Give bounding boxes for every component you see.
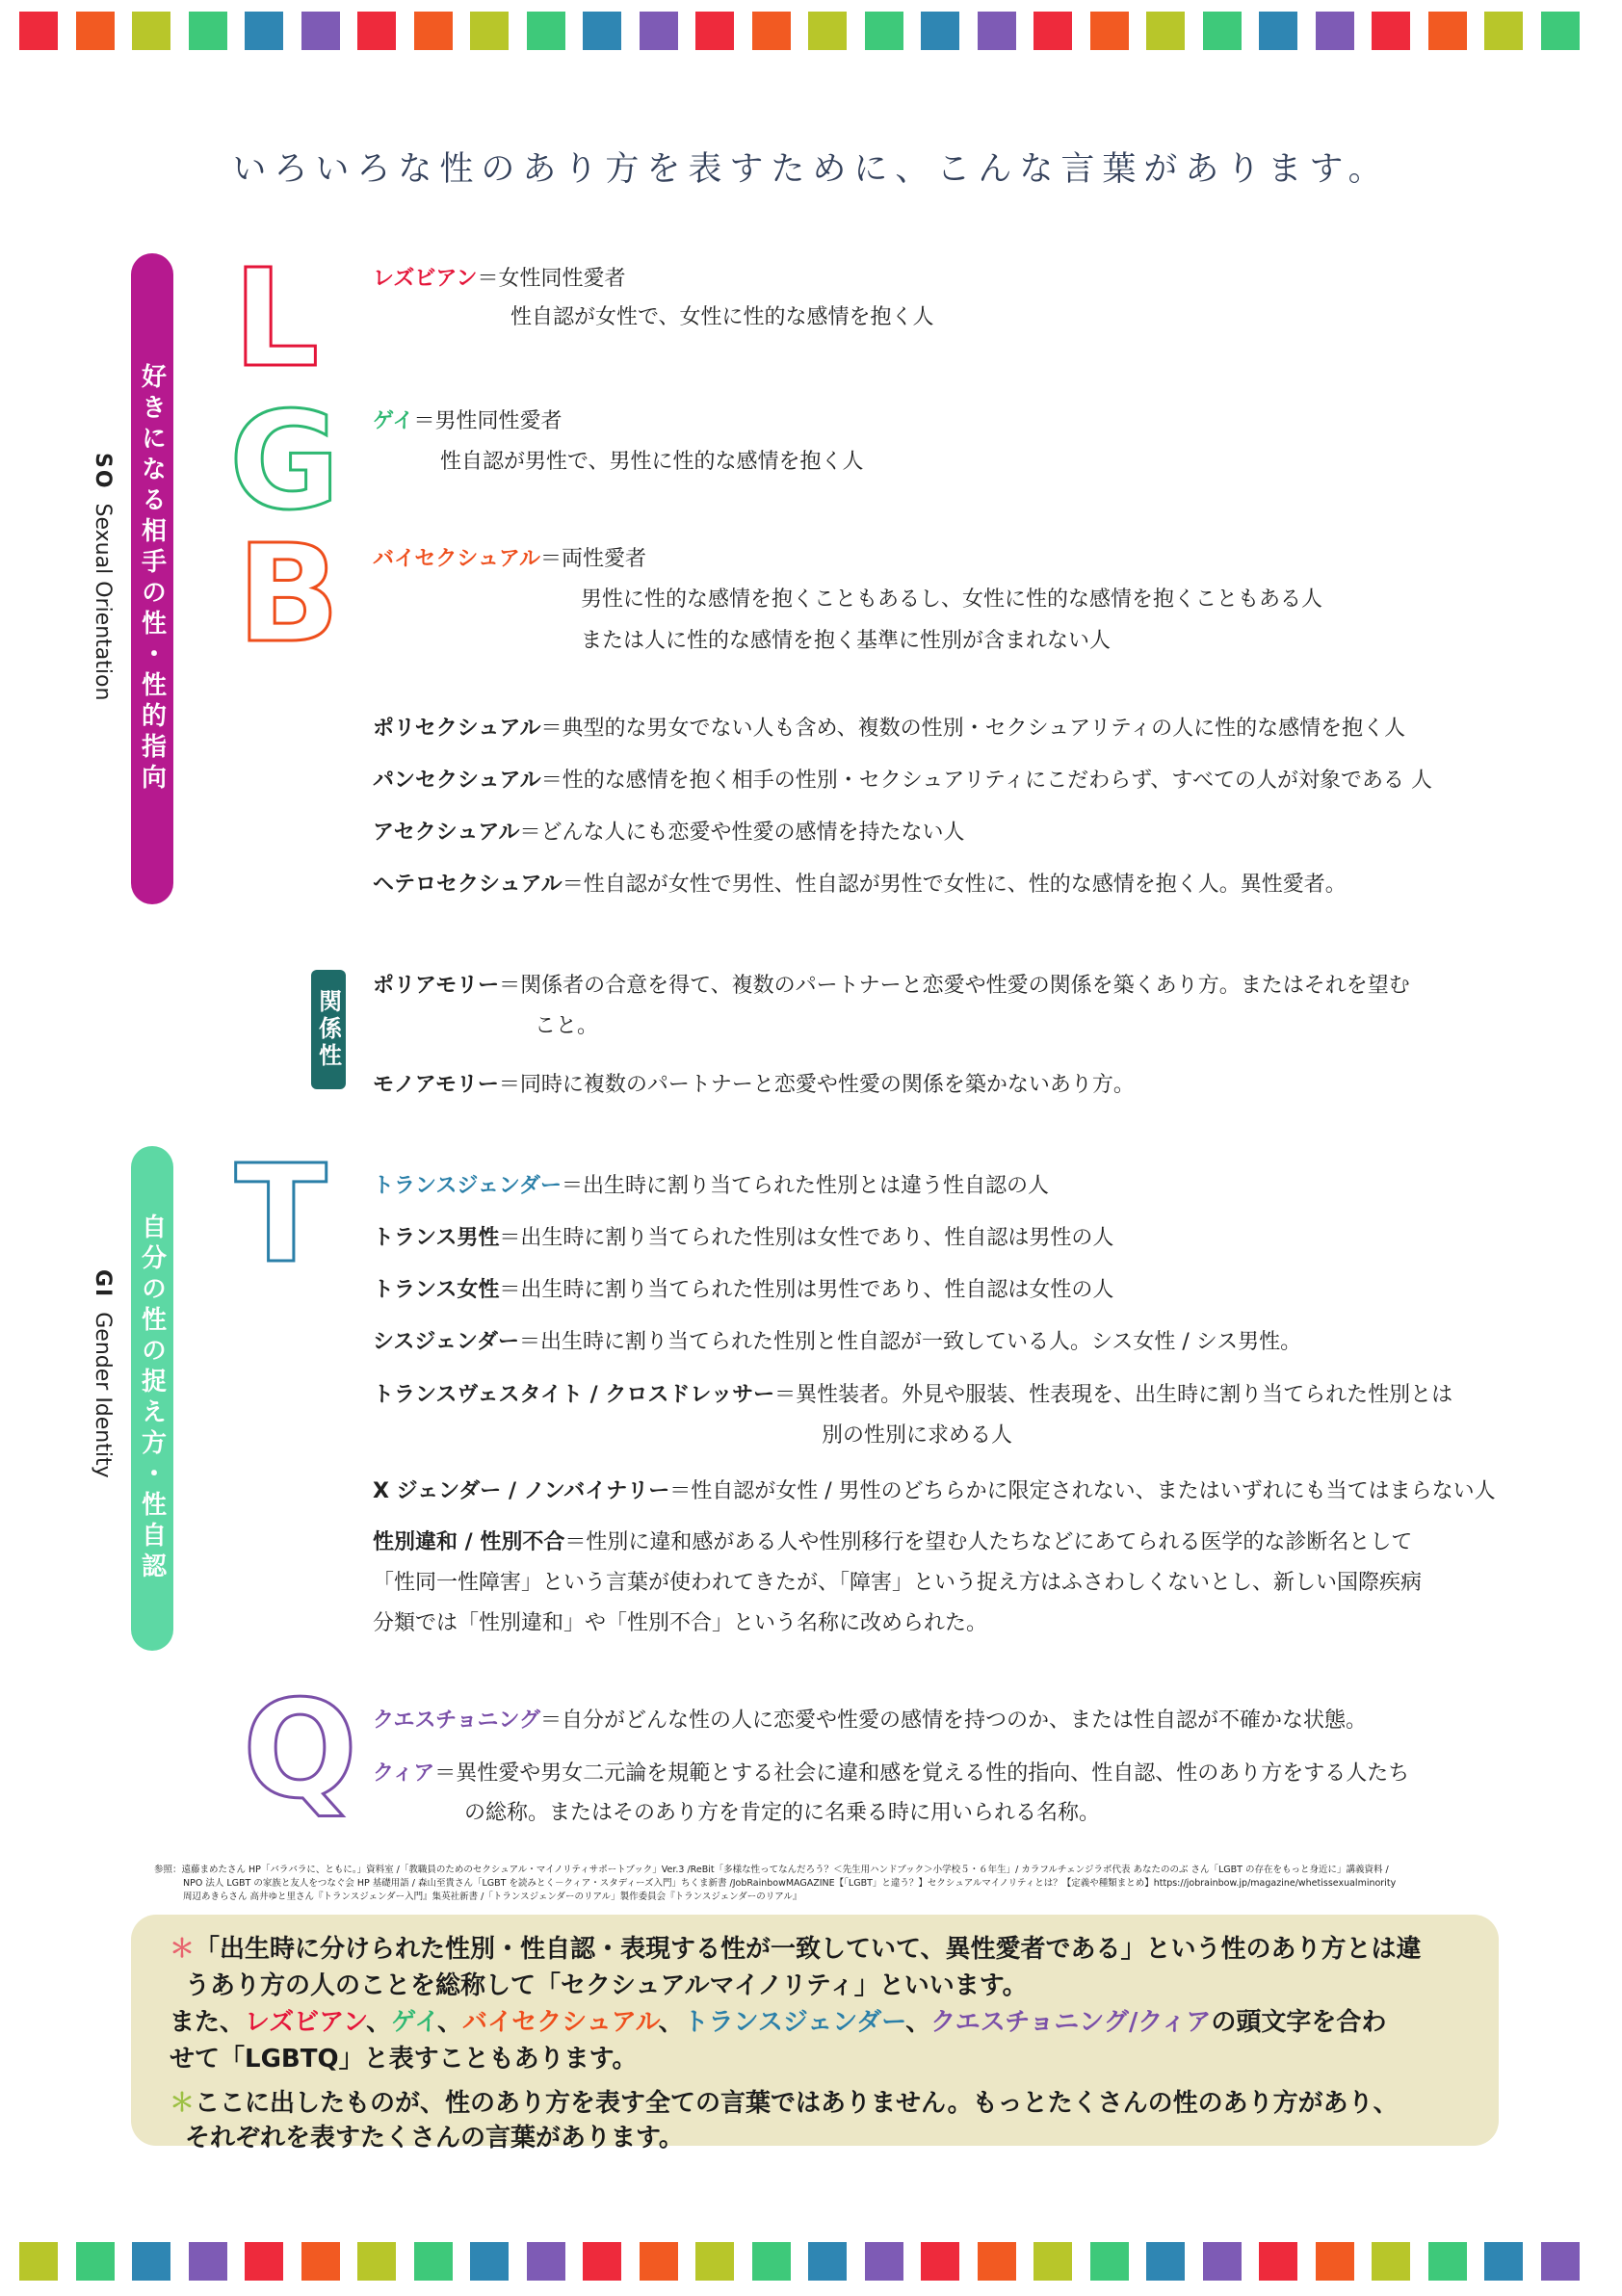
transgender-entry	[373, 1170, 1049, 1202]
rainbow-square	[978, 2242, 1016, 2281]
polyamory-def1: ＝関係者の合意を得て、複数のパートナーと恋愛や性愛の関係を築くあり方。またはそれを望む	[499, 974, 1410, 998]
rainbow-square	[1372, 2242, 1410, 2281]
transvestite-def2: 別の性別に求める人	[822, 1423, 1013, 1448]
rainbow-square	[695, 2242, 734, 2281]
note-sep2: 、	[436, 2008, 462, 2037]
xgender-def: ＝性自認が女性 / 男性のどちらかに限定されない、またはいずれにも当てはまらない人	[669, 1479, 1496, 1503]
trans-woman-term: トランス女性	[373, 1278, 500, 1302]
rainbow-square	[1203, 2242, 1242, 2281]
transvestite-def1: ＝異性装者。外見や服装、性表現を、出生時に割り当てられた性別とは	[774, 1383, 1453, 1407]
rainbow-square	[470, 2242, 509, 2281]
trans-man-def: ＝出生時に割り当てられた性別は女性であり、性自認は男性の人	[499, 1226, 1114, 1250]
lesbian-term: レズビアン	[373, 267, 478, 291]
transgender-def: ＝出生時に割り当てられた性別とは違う性自認の人	[562, 1174, 1050, 1198]
rainbow-square	[921, 12, 959, 50]
note-star-icon: ＊	[170, 1935, 196, 1964]
relation-badge: 関係性	[311, 970, 346, 1089]
questioning-entry	[373, 1705, 1367, 1736]
rainbow-square	[414, 2242, 453, 2281]
rainbow-square	[752, 12, 791, 50]
monoamory-entry	[373, 1069, 1135, 1101]
rainbow-square	[1203, 12, 1242, 50]
pansexual-def: ＝性的な感情を抱く相手の性別・セクシュアリティにこだわらず、すべての人が対象である 人	[540, 769, 1432, 793]
rainbow-square	[921, 2242, 959, 2281]
rainbow-square	[1090, 12, 1129, 50]
note-p2-pre: また、	[170, 2008, 246, 2037]
note-star2-icon: ＊	[170, 2089, 196, 2118]
rainbow-square	[527, 2242, 565, 2281]
rainbow-square	[1428, 12, 1467, 50]
polyamory-term: ポリアモリー	[373, 974, 500, 998]
rainbow-square	[978, 12, 1016, 50]
note-p1-line2: うあり方の人のことを総称して「セクシュアルマイノリティ」といいます。	[185, 1971, 1028, 2000]
gi-abbr: GI	[91, 1269, 115, 1299]
rainbow-square	[865, 2242, 903, 2281]
trans-woman-def: ＝出生時に割り当てられた性別は男性であり、性自認は女性の人	[499, 1278, 1114, 1302]
note-bisexual: バイセクシュアル	[462, 2008, 659, 2037]
questioning-term: クエスチョニング	[373, 1709, 541, 1733]
ref-line-1: 参照：遠藤まめたさん HP「バラバラに、ともに。」資料室 /「教職員のためのセクシュアル・マイノリティサポートブック」Ver.3 /ReBit「多様な性ってなんだろう？＜先生用ハンドブック＞小学校５・６年生」/ カラフルチェンジラボ代表 あなたののぶ さん「LGBT の存在をもっと身近に」講義資料 /	[154, 1865, 1389, 1875]
rainbow-square	[189, 12, 227, 50]
bisexual-term: バイセクシュアル	[373, 547, 541, 571]
rainbow-square	[1316, 12, 1354, 50]
letter-g: G	[229, 383, 340, 540]
transvestite-term: トランスヴェスタイト / クロスドレッサー	[373, 1383, 775, 1407]
transgender-term: トランスジェンダー	[373, 1174, 562, 1198]
rainbow-square	[1316, 2242, 1354, 2281]
note-p1-line1	[170, 1932, 1422, 1967]
gay-def1: ＝男性同性愛者	[413, 409, 562, 433]
note-transgender: トランスジェンダー	[683, 2008, 906, 2037]
rainbow-square	[414, 12, 453, 50]
ref-line-2: NPO 法人 LGBT の家族と友人をつなぐ会 HP 基礎用語 / 森山至貴さん「LGBT を読みとく－クィア・スタディーズ入門」ちくま新書 /JobRainbowMAGAZINE【「LGBT」と違う？】セクシュアルマイノリティとは？【定義や種類まとめ】https://jobrainbow.jp/magazine/whetissexualminority	[183, 1878, 1397, 1889]
rainbow-square	[1146, 12, 1185, 50]
rainbow-square	[527, 12, 565, 50]
queer-def1: ＝異性愛や男女二元論を規範とする社会に違和感を覚える性的指向、性自認、性のあり方をする人たち	[434, 1761, 1410, 1786]
rainbow-square	[245, 12, 283, 50]
rainbow-square	[301, 12, 340, 50]
heterosexual-term: ヘテロセクシュアル	[373, 873, 562, 897]
letter-b: B	[237, 516, 340, 673]
trans-man-term: トランス男性	[373, 1226, 500, 1250]
pansexual-term: パンセクシュアル	[373, 769, 541, 793]
monoamory-def: ＝同時に複数のパートナーと恋愛や性愛の関係を築かないあり方。	[498, 1073, 1135, 1097]
asexual-def: ＝どんな人にも恋愛や性愛の感情を持たない人	[519, 821, 965, 845]
cisgender-term: シスジェンダー	[373, 1330, 520, 1354]
gi-bar: 自分の性の捉え方・性自認	[131, 1146, 173, 1651]
rainbow-square	[357, 12, 396, 50]
gender-dysphoria-def1: ＝性別に違和感がある人や性別移行を望む人たちなどにあてられる医学的な診断名として	[564, 1530, 1413, 1554]
rainbow-square	[19, 12, 58, 50]
trans-woman-entry	[373, 1274, 1113, 1306]
lesbian-def2: 性自認が女性で、女性に性的な感情を抱く人	[510, 305, 934, 329]
gender-dysphoria-term: 性別違和 / 性別不合	[373, 1530, 565, 1554]
lesbian-entry	[373, 263, 625, 295]
gi-label-text: Gender Identity	[91, 1312, 115, 1478]
heterosexual-def: ＝性自認が女性で男性、性自認が男性で女性に、性的な感情を抱く人。異性愛者。	[562, 873, 1347, 897]
bisexual-def2: 男性に性的な感情を抱くこともあるし、女性に性的な感情を抱くこともある人	[581, 587, 1323, 612]
rainbow-square	[583, 12, 621, 50]
note-sep3: 、	[658, 2008, 684, 2037]
rainbow-square	[1090, 2242, 1129, 2281]
rainbow-square	[1259, 2242, 1297, 2281]
ref-line-3: 周辺あきらさん 高井ゆと里さん『トランスジェンダー入門』集英社新書 /「トランスジェンダーのリアル」製作委員会『トランスジェンダーのリアル』	[183, 1892, 802, 1902]
bisexual-def3: または人に性的な感情を抱く基準に性別が含まれない人	[581, 629, 1112, 653]
note-p2-post: の頭文字を合わ	[1211, 2008, 1387, 2037]
lesbian-def1: ＝女性同性愛者	[477, 267, 626, 291]
page-title: いろいろな性のあり方を表すために、こんな言葉があります。	[232, 150, 1390, 189]
rainbow-square	[301, 2242, 340, 2281]
rainbow-square	[189, 2242, 227, 2281]
rainbow-square	[1428, 2242, 1467, 2281]
bisexual-def1: ＝両性愛者	[540, 547, 647, 571]
gay-term: ゲイ	[373, 409, 414, 433]
transvestite-entry	[373, 1379, 1452, 1411]
queer-def2: の総称。またはそのあり方を肯定的に名乗る時に用いられる名称。	[464, 1801, 1101, 1825]
rainbow-square	[640, 2242, 678, 2281]
note-gay: ゲイ	[391, 2008, 437, 2037]
gender-dysphoria-entry	[373, 1526, 1412, 1558]
letter-l: L	[233, 241, 320, 398]
polyamory-def2: こと。	[535, 1014, 599, 1038]
note-p3-line1-text: ここに出したものが、性のあり方を表す全ての言葉ではありません。もっとたくさんの性のあり方があり、	[195, 2089, 1399, 2118]
note-box	[131, 1915, 1499, 2152]
gay-def2: 性自認が男性で、男性に性的な感情を抱く人	[440, 450, 864, 474]
note-p2-line1	[170, 2005, 1386, 2040]
polysexual-entry	[373, 713, 1405, 744]
rainbow-square	[865, 12, 903, 50]
note-lesbian: レズビアン	[245, 2008, 367, 2037]
rainbow-square	[76, 2242, 115, 2281]
rainbow-square	[132, 12, 170, 50]
asexual-term: アセクシュアル	[373, 821, 520, 845]
trans-man-entry	[373, 1222, 1113, 1254]
xgender-entry	[373, 1475, 1496, 1507]
rainbow-square	[1372, 12, 1410, 50]
letter-t: T	[235, 1136, 327, 1293]
cisgender-def: ＝出生時に割り当てられた性別と性自認が一致している人。シス女性 / シス男性。	[519, 1330, 1302, 1354]
rainbow-square	[19, 2242, 58, 2281]
top-rainbow-border	[0, 12, 1622, 54]
note-p2-line2: せて「LGBTQ」と表すこともあります。	[170, 2045, 638, 2074]
polysexual-term: ポリセクシュアル	[373, 717, 541, 741]
note-questioning-queer: クエスチョニング/クィア	[930, 2008, 1212, 2037]
heterosexual-entry	[373, 869, 1347, 900]
rainbow-square	[1541, 12, 1580, 50]
queer-entry	[373, 1758, 1409, 1789]
rainbow-square	[1484, 2242, 1523, 2281]
xgender-term: X ジェンダー / ノンバイナリー	[373, 1479, 670, 1503]
rainbow-square	[1541, 2242, 1580, 2281]
rainbow-square	[1259, 12, 1297, 50]
pansexual-entry	[373, 765, 1432, 796]
note-p3-line2: それぞれを表すたくさんの言葉があります。	[185, 2124, 684, 2152]
rainbow-square	[808, 12, 847, 50]
rainbow-square	[245, 2242, 283, 2281]
gay-entry	[373, 405, 562, 437]
letter-q: Q	[243, 1672, 358, 1829]
cisgender-entry	[373, 1326, 1301, 1358]
rainbow-square	[132, 2242, 170, 2281]
rainbow-square	[1146, 2242, 1185, 2281]
note-p3-line1	[170, 2086, 1399, 2121]
rainbow-square	[1484, 12, 1523, 50]
rainbow-square	[640, 12, 678, 50]
monoamory-term: モノアモリー	[373, 1073, 499, 1097]
so-label-text: Sexual Orientation	[91, 503, 115, 701]
rainbow-square	[695, 12, 734, 50]
note-sep1: 、	[366, 2008, 392, 2037]
polysexual-def: ＝典型的な男女でない人も含め、複数の性別・セクシュアリティの人に性的な感情を抱く人	[540, 717, 1406, 741]
gender-dysphoria-def3: 分類では「性別違和」や「性別不合」という名称に改められた。	[373, 1611, 988, 1635]
so-bar: 好きになる相手の性・性的指向	[131, 253, 173, 904]
so-abbr: SO	[91, 453, 115, 490]
queer-term: クィア	[373, 1761, 435, 1786]
so-label	[91, 453, 115, 700]
references	[154, 1864, 1493, 1904]
rainbow-square	[470, 12, 509, 50]
rainbow-square	[583, 2242, 621, 2281]
gi-label	[91, 1269, 115, 1478]
note-sep4: 、	[905, 2008, 931, 2037]
rainbow-square	[752, 2242, 791, 2281]
rainbow-square	[357, 2242, 396, 2281]
polyamory-entry	[373, 970, 1410, 1002]
rainbow-square	[76, 12, 115, 50]
gender-dysphoria-def2: 「性同一性障害」という言葉が使われてきたが、「障害」という捉え方はふさわしくないとし、新しい国際疾病	[373, 1571, 1423, 1595]
rainbow-square	[1033, 12, 1072, 50]
note-p1-line1-text: 「出生時に分けられた性別・性自認・表現する性が一致していて、異性愛者である」という性のあり方とは違	[195, 1935, 1422, 1964]
rainbow-square	[1033, 2242, 1072, 2281]
questioning-def: ＝自分がどんな性の人に恋愛や性愛の感情を持つのか、または性自認が不確かな状態。	[540, 1709, 1368, 1733]
bisexual-entry	[373, 543, 646, 575]
bottom-rainbow-border	[0, 2242, 1622, 2284]
rainbow-square	[808, 2242, 847, 2281]
asexual-entry	[373, 817, 964, 848]
